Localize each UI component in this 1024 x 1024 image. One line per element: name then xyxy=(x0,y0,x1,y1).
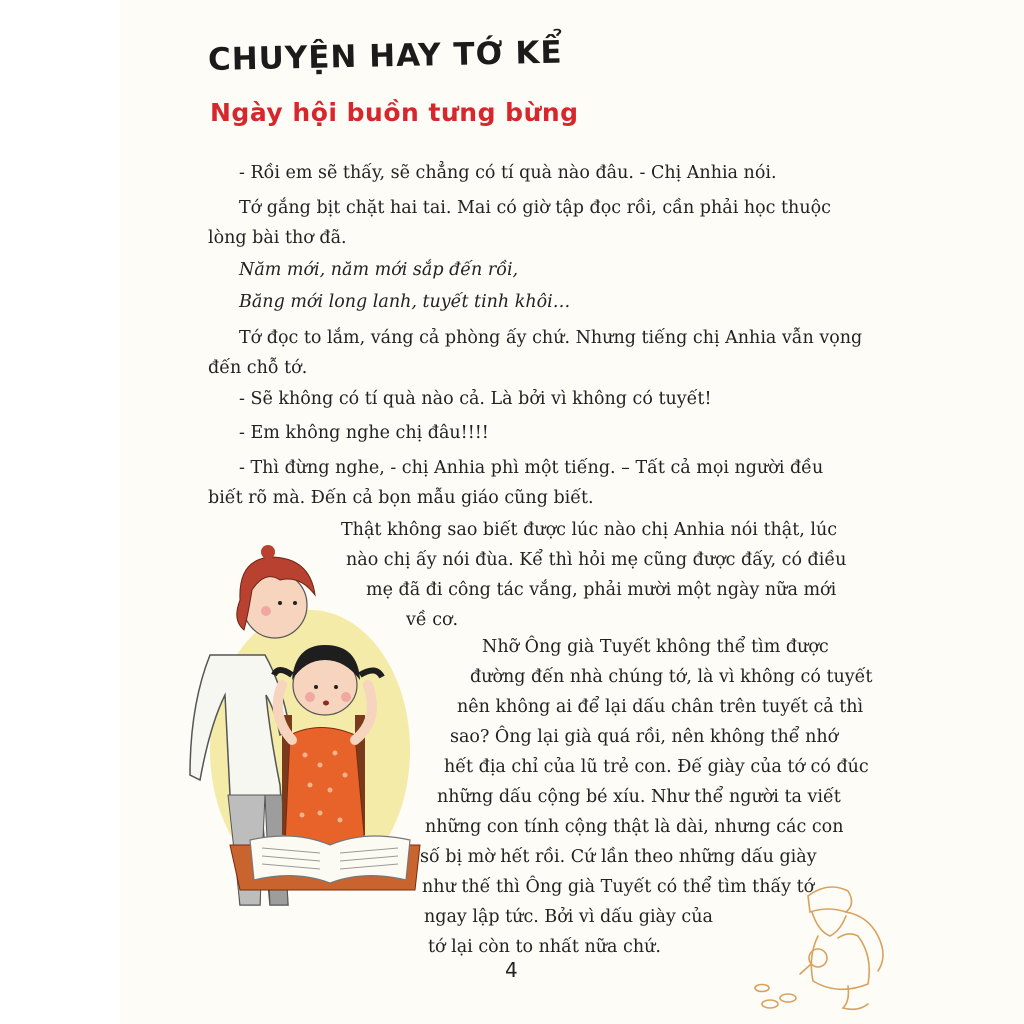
text-line: về cơ. xyxy=(406,610,459,630)
santa-footprints-sketch xyxy=(748,876,908,1016)
poem-line-1 xyxy=(239,255,518,285)
text-line: hết địa chỉ của lũ trẻ con. Đế giày của tớ có đúc xyxy=(444,757,869,777)
paragraph-8 xyxy=(0,632,872,962)
text-line: nên không ai để lại dấu chân trên tuyết cả thì xyxy=(457,697,864,717)
page-number: 4 xyxy=(505,958,518,982)
text-line: Tớ gắng bịt chặt hai tai. Mai có giờ tập đọc rồi, cần phải học thuộc xyxy=(239,198,831,218)
paragraph-1 xyxy=(239,158,777,188)
poem-line-2 xyxy=(239,287,570,317)
paragraph-6 xyxy=(208,453,823,513)
paragraph-5 xyxy=(239,418,489,448)
series-title: CHUYỆN HAY TỚ KỂ xyxy=(207,34,563,78)
illustration-sisters xyxy=(170,545,430,920)
text-line: lòng bài thơ đã. xyxy=(208,228,347,248)
text-line: đường đến nhà chúng tớ, là vì không có tuyết xyxy=(470,667,873,687)
text-line: - Em không nghe chị đâu!!!! xyxy=(239,423,489,443)
text-line: nào chị ấy nói đùa. Kể thì hỏi mẹ cũng được đấy, có điều xyxy=(346,550,847,570)
text-line: số bị mờ hết rồi. Cứ lần theo những dấu giày xyxy=(420,847,817,867)
text-line: tớ lại còn to nhất nữa chứ. xyxy=(428,937,661,957)
chapter-title: Ngày hội buồn tưng bừng xyxy=(210,98,579,127)
text-line: mẹ đã đi công tác vắng, phải mười một ngày nữa mới xyxy=(366,580,837,600)
text-line: Tớ đọc to lắm, váng cả phòng ấy chứ. Nhưng tiếng chị Anhia vẫn vọng xyxy=(239,328,863,348)
text-line: đến chỗ tớ. xyxy=(208,358,308,378)
text-line: - Sẽ không có tí quà nào cả. Là bởi vì không có tuyết! xyxy=(239,389,712,409)
text-line: ngay lập tức. Bởi vì dấu giày của xyxy=(424,907,713,927)
text-line: Nhỡ Ông già Tuyết không thể tìm được xyxy=(482,637,829,657)
text-line: sao? Ông lại già quá rồi, nên không thể nhớ xyxy=(450,727,839,747)
paragraph-2 xyxy=(208,193,831,253)
text-line: biết rõ mà. Đến cả bọn mẫu giáo cũng biết. xyxy=(208,488,594,508)
text-line: Thật không sao biết được lúc nào chị Anhia nói thật, lúc xyxy=(341,520,838,540)
text-line: những dấu cộng bé xíu. Như thể người ta viết xyxy=(437,787,841,807)
paragraph-3 xyxy=(208,323,862,383)
text-line: những con tính cộng thật là dài, nhưng các con xyxy=(425,817,844,837)
text-line: - Rồi em sẽ thấy, sẽ chẳng có tí quà nào đâu. - Chị Anhia nói. xyxy=(239,163,777,183)
text-line: như thế thì Ông già Tuyết có thể tìm thấy tớ xyxy=(422,877,815,897)
text-line: - Thì đừng nghe, - chị Anhia phì một tiếng. – Tất cả mọi người đều xyxy=(239,458,824,478)
text-line: Băng mới long lanh, tuyết tinh khôi… xyxy=(239,292,571,312)
text-line: Năm mới, năm mới sắp đến rồi, xyxy=(239,260,519,280)
paragraph-4 xyxy=(239,384,711,414)
